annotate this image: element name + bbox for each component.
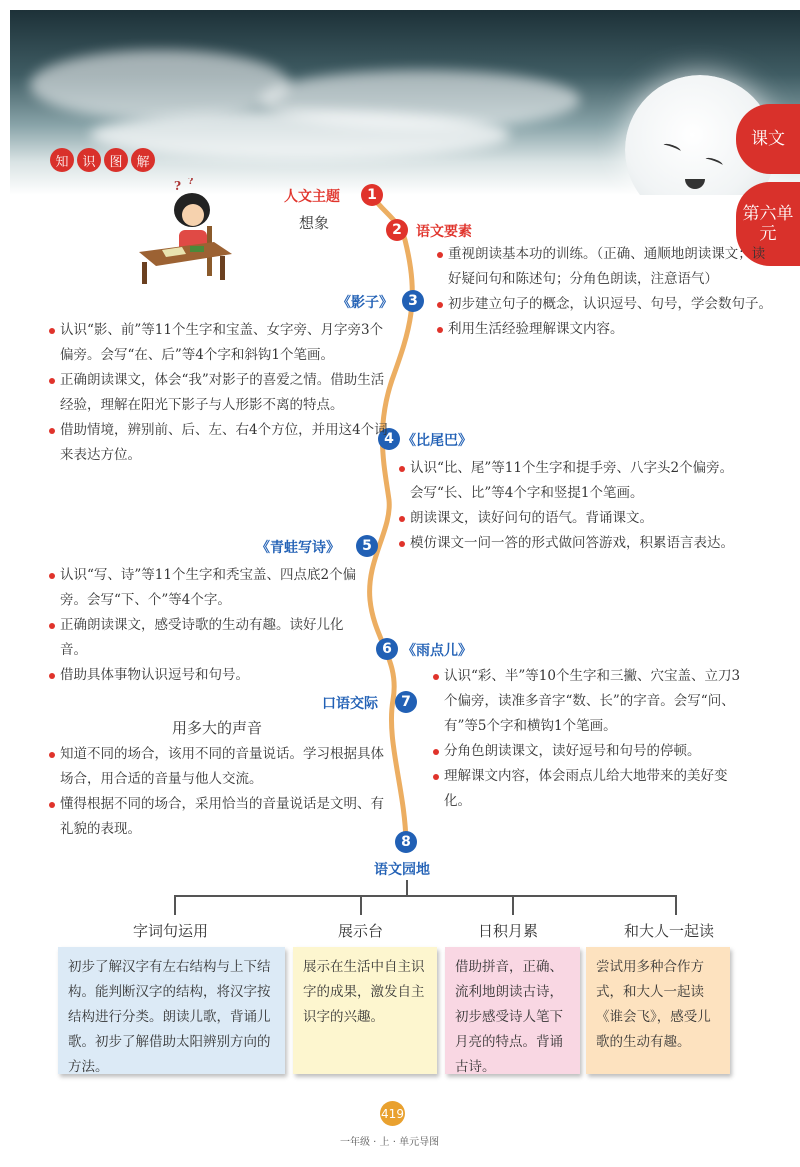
list-item: 认识“写、诗”等11个生字和秃宝盖、四点底2个偏旁。会写“下、个”等4个字。 [48,563,368,613]
kouyu-list [48,742,393,842]
footer-label: 一年级 · 上 · 单元导图 [340,1137,440,1148]
list-item: 懂得根据不同的场合，采用恰当的音量说话是文明、有礼貌的表现。 [48,792,393,842]
kouyu-topic: 用多大的声音 [172,719,263,737]
badge-char: 知 [50,148,74,172]
node-label-theme: 人文主题 [284,189,340,205]
node-1: 1 [361,184,383,206]
yuandi-title-3: 日积月累 [478,922,539,940]
node-2: 2 [386,219,408,241]
list-item: 理解课文内容，体会雨点儿给大地带来的美好变化。 [432,764,752,814]
lesson-title-yudianer: 《雨点儿》 [402,643,472,659]
list-item: 认识“比、尾”等11个生字和提手旁、八字头2个偏旁。会写“长、比”等4个字和竖提1个笔画。 [398,456,738,506]
card-text: 借助拼音，正确、流利地朗读古诗，初步感受诗人笔下月亮的特点。背诵古诗。 [455,959,563,1075]
tree-stem [406,880,408,896]
side-tab-category[interactable]: 课文 [736,104,800,174]
node-5: 5 [356,535,378,557]
node-label-kouyu: 口语交际 [322,696,378,712]
tree-drop [174,895,176,915]
list-item: 重视朗读基本功的训练。（正确、通顺地朗读课文；读好疑问句和陈述句；分角色朗读，注意语气） [436,242,776,292]
svg-text:?: ? [174,179,182,193]
yuandi-card-3 [445,947,580,1074]
badge-char: 解 [131,148,155,172]
node-4: 4 [378,428,400,450]
tree-branch [174,895,676,897]
theme-value: 想象 [299,214,330,232]
yingzi-list [48,318,393,468]
list-item: 初步建立句子的概念，认识逗号、句号，学会数句子。 [436,292,776,317]
yuandi-title-2: 展示台 [338,922,384,940]
node-7: 7 [395,691,417,713]
node-label-elements: 语文要素 [416,224,472,240]
card-text: 尝试用多种合作方式，和大人一起读《谁会飞》，感受儿歌的生动有趣。 [596,959,711,1050]
node-6: 6 [376,638,398,660]
list-item: 借助具体事物认识逗号和句号。 [48,663,368,688]
list-item: 知道不同的场合，该用不同的音量说话。学习根据具体场合，用合适的音量与他人交流。 [48,742,393,792]
yuandi-card-2 [293,947,437,1074]
list-item: 认识“影、前”等11个生字和宝盖、女字旁、月字旁3个偏旁。会写“在、后”等4个字和斜钩1个笔画。 [48,318,393,368]
list-item: 借助情境，辨别前、后、左、右4个方位，并用这4个词来表达方位。 [48,418,393,468]
yuwen-yaosu-list [436,242,776,342]
node-8: 8 [395,831,417,853]
side-tab-unit[interactable]: 第六单元 [736,182,800,266]
biweiba-list [398,456,738,556]
yudianer-list [432,664,752,814]
list-item: 模仿课文一问一答的形式做问答游戏，积累语言表达。 [398,531,738,556]
lesson-title-yingzi: 《影子》 [337,295,393,311]
yuandi-card-1 [58,947,285,1074]
badge-char: 图 [104,148,128,172]
page-number: 419 [380,1101,405,1126]
card-text: 初步了解汉字有左右结构与上下结构。能判断汉字的结构，将汉字按结构进行分类。朗读儿歌，背诵儿歌。初步了解借助太阳辨别方向的方法。 [68,959,271,1075]
svg-text:?: ? [188,178,194,187]
list-item: 正确朗读课文，体会“我”对影子的喜爱之情。借助生活经验，理解在阳光下影子与人形影不离的特点。 [48,368,393,418]
yuandi-title-4: 和大人一起读 [624,922,715,940]
card-text: 展示在生活中自主识字的成果，激发自主识字的兴趣。 [303,959,425,1025]
list-item: 分角色朗读课文，读好逗号和句号的停顿。 [432,739,752,764]
node-label-yuandi: 语文园地 [374,862,430,878]
qingwa-list [48,563,368,688]
node-3: 3 [402,290,424,312]
list-item: 朗读课文，读好问句的语气。背诵课文。 [398,506,738,531]
badge-char: 识 [77,148,101,172]
tree-drop [675,895,677,915]
list-item: 正确朗读课文，感受诗歌的生动有趣。读好儿化音。 [48,613,368,663]
list-item: 利用生活经验理解课文内容。 [436,317,776,342]
tree-drop [512,895,514,915]
lesson-title-biweiba: 《比尾巴》 [402,433,472,449]
section-badge [50,148,155,172]
yuandi-card-4 [586,947,730,1074]
girl-reading-illustration [134,178,244,288]
tree-drop [360,895,362,915]
yuandi-title-1: 字词句运用 [133,922,209,940]
lesson-title-qingwa: 《青蛙写诗》 [256,540,340,556]
list-item: 认识“彩、半”等10个生字和三撇、穴宝盖、立刀3个偏旁，读准多音字“数、长”的字音。会写“问、有”等5个字和横钩1个笔画。 [432,664,752,739]
